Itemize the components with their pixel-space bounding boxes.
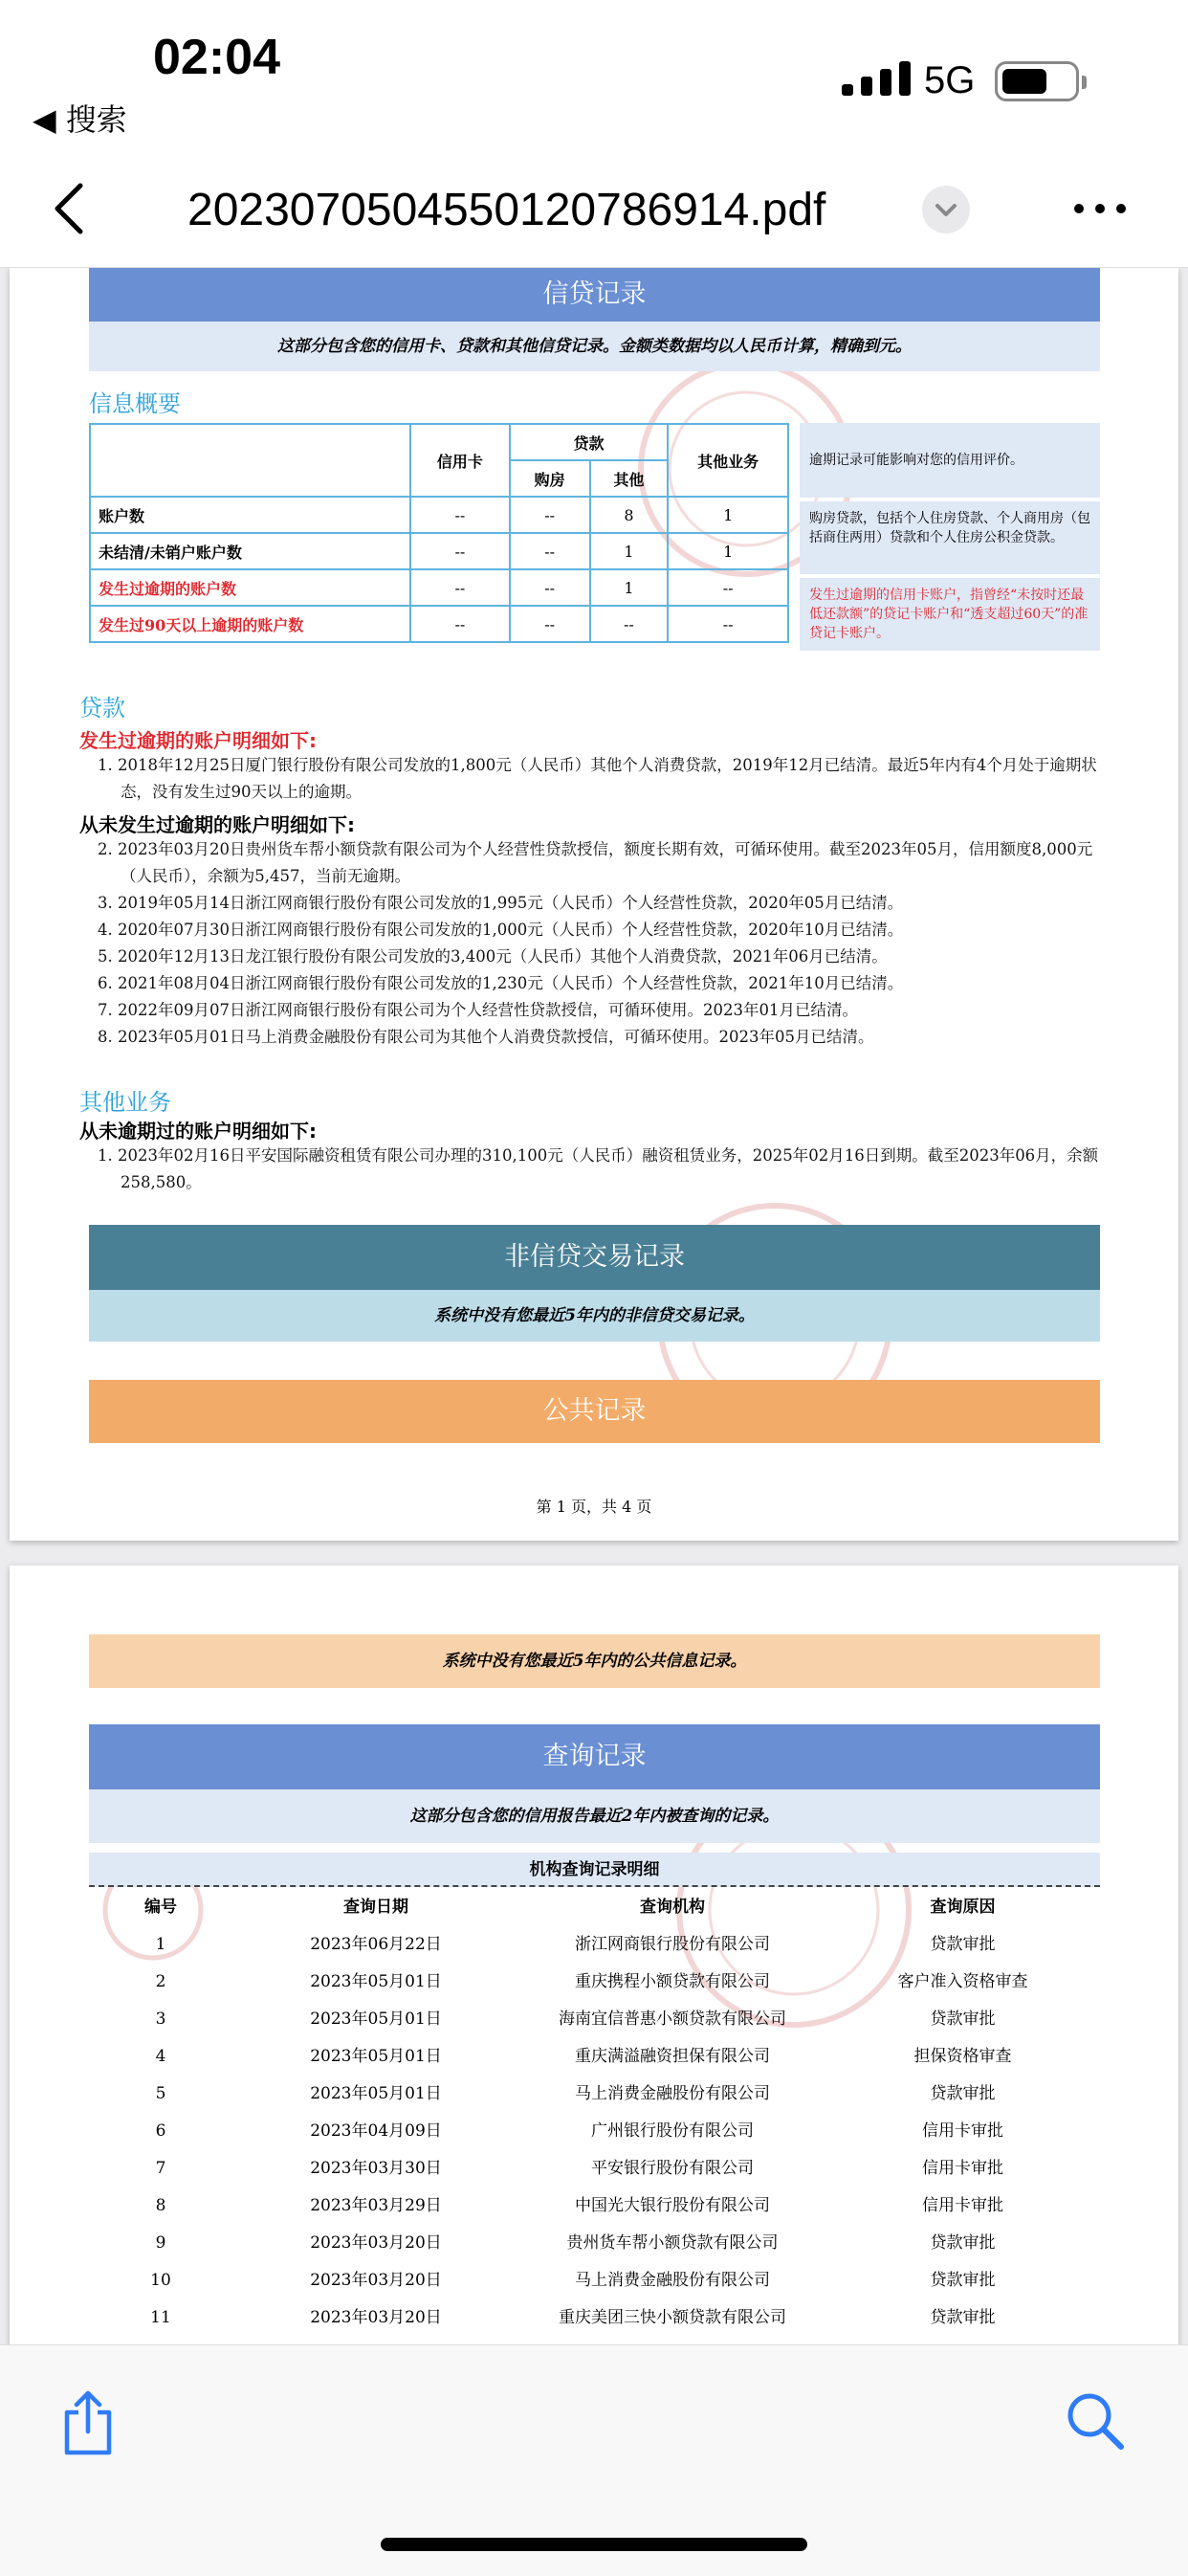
cell: 贷款审批	[930, 1935, 996, 1954]
col-other-biz: 其他业务	[668, 424, 788, 497]
cell: 2023年03月29日	[310, 2196, 442, 2215]
loan-item-num: 5.	[98, 947, 113, 966]
normal-heading: 从未发生过逾期的账户明细如下:	[79, 813, 355, 836]
cell: --	[410, 533, 510, 569]
loan-item-text: 2021年08月04日浙江网商银行股份有限公司发放的1,230元（人民币）个人经营性贷款，2021年10月已结清。	[118, 974, 904, 992]
cell: 2023年05月01日	[310, 2084, 442, 2103]
other-biz-num: 1.	[98, 1146, 113, 1165]
other-biz-heading: 从未逾期过的账户明细如下:	[79, 1120, 317, 1143]
cell: 重庆满溢融资担保有限公司	[575, 2047, 770, 2066]
cell: --	[510, 497, 590, 533]
cell: 信用卡审批	[922, 2121, 1003, 2141]
cell: 重庆携程小额贷款有限公司	[575, 1972, 770, 1991]
row-label: 发生过90天以上逾期的账户数	[90, 606, 410, 642]
cell: --	[410, 606, 510, 642]
cell: 11	[150, 2308, 171, 2327]
cell: --	[668, 606, 788, 642]
cell: 客户准入资格审查	[897, 1972, 1028, 1991]
more-options-icon[interactable]	[1071, 199, 1129, 218]
loan-item-text: 2022年09月07日浙江网商银行股份有限公司为个人经营性贷款授信，可循环使用。2023年01月已结清。	[118, 1001, 858, 1019]
cell: 贷款审批	[930, 2271, 996, 2290]
cell: 平安银行股份有限公司	[591, 2159, 754, 2178]
col-house: 购房	[510, 460, 590, 497]
table-row	[89, 2076, 1100, 2113]
col-other: 其他	[590, 460, 669, 497]
summary-title: 信息概要	[89, 390, 181, 417]
col-card: 信用卡	[410, 424, 510, 497]
summary-row	[90, 533, 788, 569]
cell: --	[510, 606, 590, 642]
table-row	[89, 2113, 1100, 2150]
cell: 2023年04月09日	[310, 2121, 442, 2141]
network-label: 5G	[924, 59, 976, 101]
share-icon[interactable]	[59, 2389, 117, 2458]
signal-icon	[842, 59, 914, 100]
cell: 9	[155, 2233, 166, 2253]
cell: --	[590, 606, 669, 642]
loan-item-text: 2020年12月13日龙江银行股份有限公司发放的3,400元（人民币）其他个人消费贷款，2021年06月已结清。	[118, 947, 888, 966]
cell: --	[410, 497, 510, 533]
cell: 6	[155, 2121, 166, 2141]
table-row	[89, 1926, 1100, 1964]
battery-icon	[995, 61, 1079, 101]
cell: --	[510, 569, 590, 606]
loan-item-text: 2018年12月25日厦门银行股份有限公司发放的1,800元（人民币）其他个人消费贷款，2019年12月已结清。最近5年内有4个月处于逾期状态，没有发生过90天以上的逾期。	[118, 756, 1097, 801]
cell: 2023年05月01日	[310, 1972, 442, 1991]
cell: --	[510, 533, 590, 569]
query-subtitle: 这部分包含您的信用报告最近2年内被查询的记录。	[89, 1789, 1100, 1843]
other-biz-title: 其他业务	[79, 1089, 171, 1116]
cell: 马上消费金融股份有限公司	[575, 2084, 770, 2103]
loan-item	[98, 944, 1111, 970]
query-band: 查询记录	[89, 1724, 1100, 1789]
noncredit-subtitle: 系统中没有您最近5年内的非信贷交易记录。	[89, 1290, 1100, 1342]
cell: 信用卡审批	[922, 2159, 1003, 2178]
cell: --	[668, 569, 788, 606]
table-row	[89, 2001, 1100, 2038]
loan-item-num: 6.	[98, 974, 113, 992]
loan-item	[98, 997, 1111, 1024]
cell: 1	[668, 497, 788, 533]
pdf-page-area[interactable]	[0, 268, 1188, 2344]
query-table-title: 机构查询记录明细	[89, 1853, 1100, 1887]
cell: 中国光大银行股份有限公司	[575, 2196, 770, 2215]
cell: 贵州货车帮小额贷款有限公司	[566, 2233, 779, 2253]
cell: 浙江网商银行股份有限公司	[575, 1935, 770, 1954]
table-row	[89, 2262, 1100, 2299]
loan-item-num: 8.	[98, 1028, 113, 1046]
loan-item-num: 3.	[98, 894, 113, 912]
col-loan: 贷款	[510, 424, 669, 460]
home-indicator[interactable]	[381, 2538, 807, 2551]
table-row	[89, 2038, 1100, 2076]
cell: 贷款审批	[930, 2010, 996, 2029]
back-to-search-link[interactable]: ◀ 搜索	[33, 101, 127, 138]
summary-note: 购房贷款，包括个人住房贷款、个人商用房（包括商住两用）贷款和个人住房公积金贷款。	[800, 501, 1100, 574]
loan-item	[98, 917, 1111, 944]
cell: 1	[155, 1935, 166, 1954]
cell: 1	[668, 533, 788, 569]
cell: 贷款审批	[930, 2084, 996, 2103]
cell: 广州银行股份有限公司	[591, 2121, 754, 2141]
loan-item-text: 2020年07月30日浙江网商银行股份有限公司发放的1,000元（人民币）个人经营性贷款，2020年10月已结清。	[118, 921, 904, 939]
loan-item-num: 1.	[98, 756, 113, 774]
cell: 1	[590, 569, 669, 606]
other-biz-item	[98, 1143, 1111, 1196]
cell: --	[410, 569, 510, 606]
cell: 8	[590, 497, 669, 533]
query-table-header	[89, 1889, 1100, 1926]
loans-title: 贷款	[79, 695, 125, 722]
cell: 信用卡审批	[922, 2196, 1003, 2215]
status-bar	[0, 0, 1188, 144]
chevron-down-icon	[922, 186, 970, 233]
credit-record-subtitle: 这部分包含您的信用卡、贷款和其他信贷记录。金额类数据均以人民币计算，精确到元。	[89, 322, 1100, 371]
table-row	[89, 2225, 1100, 2262]
col-org: 查询机构	[640, 1898, 705, 1917]
cell: 2023年05月01日	[310, 2047, 442, 2066]
cell: 2023年03月20日	[310, 2308, 442, 2327]
cell: 2	[155, 1972, 166, 1991]
loan-item-text: 2023年03月20日贵州货车帮小额贷款有限公司为个人经营性贷款授信，额度长期有效，可循环使用。截至2023年05月，信用额度8,000元（人民币），余额为5,457，当前无逾期。	[118, 840, 1093, 885]
table-row	[89, 2150, 1100, 2187]
loan-item	[98, 890, 1111, 917]
back-chevron-icon[interactable]	[50, 182, 88, 235]
cell: 2023年05月01日	[310, 2010, 442, 2029]
cell: 7	[155, 2159, 166, 2178]
summary-row	[90, 497, 788, 533]
pdf-page-2	[10, 1566, 1178, 2344]
col-date: 查询日期	[343, 1898, 408, 1917]
summary-row	[90, 606, 788, 642]
summary-note: 发生过逾期的信用卡账户，指曾经“未按时还最低还款额”的贷记卡账户和“透支超过60天”的准贷记卡账户。	[800, 578, 1100, 651]
cell: 2023年06月22日	[310, 1935, 442, 1954]
document-title[interactable]: 20230705045501207869​14.pdf	[187, 185, 826, 235]
cell: 海南宜信普惠小额贷款有限公司	[559, 2010, 786, 2029]
cell: 贷款审批	[930, 2233, 996, 2253]
cell: 担保资格审查	[913, 2047, 1012, 2066]
cell: 马上消费金融股份有限公司	[575, 2271, 770, 2290]
summary-corner	[90, 424, 410, 497]
cell: 8	[155, 2196, 166, 2215]
title-menu-button[interactable]	[922, 186, 970, 233]
cell: 重庆美团三快小额贷款有限公司	[559, 2308, 786, 2327]
loan-item	[98, 970, 1111, 997]
cell: 1	[590, 533, 669, 569]
other-biz-text: 2023年02月16日平安国际融资租赁有限公司办理的310,100元（人民币）融资租赁业务，2025年02月16日到期。截至2023年06月，余额258,580。	[118, 1146, 1099, 1191]
table-row	[89, 2299, 1100, 2337]
table-row	[89, 1964, 1100, 2001]
loan-item	[98, 1024, 1111, 1051]
cell: 2023年03月30日	[310, 2159, 442, 2178]
page-number: 第 1 页，共 4 页	[536, 1498, 652, 1516]
nav-bar	[0, 144, 1188, 268]
public-band: 公共记录	[89, 1380, 1100, 1443]
loan-item	[98, 752, 1111, 806]
cell: 10	[150, 2271, 171, 2290]
search-icon[interactable]	[1064, 2389, 1127, 2453]
loan-item-num: 2.	[98, 840, 113, 858]
cell: 4	[155, 2047, 166, 2066]
credit-record-band: 信贷记录	[89, 268, 1100, 322]
row-label: 未结清/未销户账户数	[90, 533, 410, 569]
row-label: 发生过逾期的账户数	[90, 569, 410, 606]
status-time: 02:04	[153, 30, 280, 85]
pdf-page-1	[10, 268, 1178, 1541]
summary-note: 逾期记录可能影响对您的信用评价。	[800, 423, 1100, 498]
col-num: 编号	[144, 1898, 177, 1917]
summary-table	[89, 423, 789, 643]
noncredit-band: 非信贷交易记录	[89, 1225, 1100, 1290]
overdue-heading: 发生过逾期的账户明细如下:	[79, 729, 317, 752]
loan-item-num: 4.	[98, 921, 113, 939]
cell: 2023年03月20日	[310, 2271, 442, 2290]
cell: 贷款审批	[930, 2308, 996, 2327]
loan-item	[98, 836, 1111, 890]
cell: 2023年03月20日	[310, 2233, 442, 2253]
public-subtitle: 系统中没有您最近5年内的公共信息记录。	[89, 1634, 1100, 1688]
loan-item-num: 7.	[98, 1001, 113, 1019]
cell: 5	[155, 2084, 166, 2103]
loan-item-text: 2019年05月14日浙江网商银行股份有限公司发放的1,995元（人民币）个人经营性贷款，2020年05月已结清。	[118, 894, 904, 912]
col-reason: 查询原因	[930, 1898, 996, 1917]
table-row	[89, 2187, 1100, 2225]
loan-item-text: 2023年05月01日马上消费金融股份有限公司为其他个人消费贷款授信，可循环使用。2023年05月已结清。	[118, 1028, 874, 1046]
summary-row	[90, 569, 788, 606]
row-label: 账户数	[90, 497, 410, 533]
cell: 3	[155, 2010, 166, 2029]
